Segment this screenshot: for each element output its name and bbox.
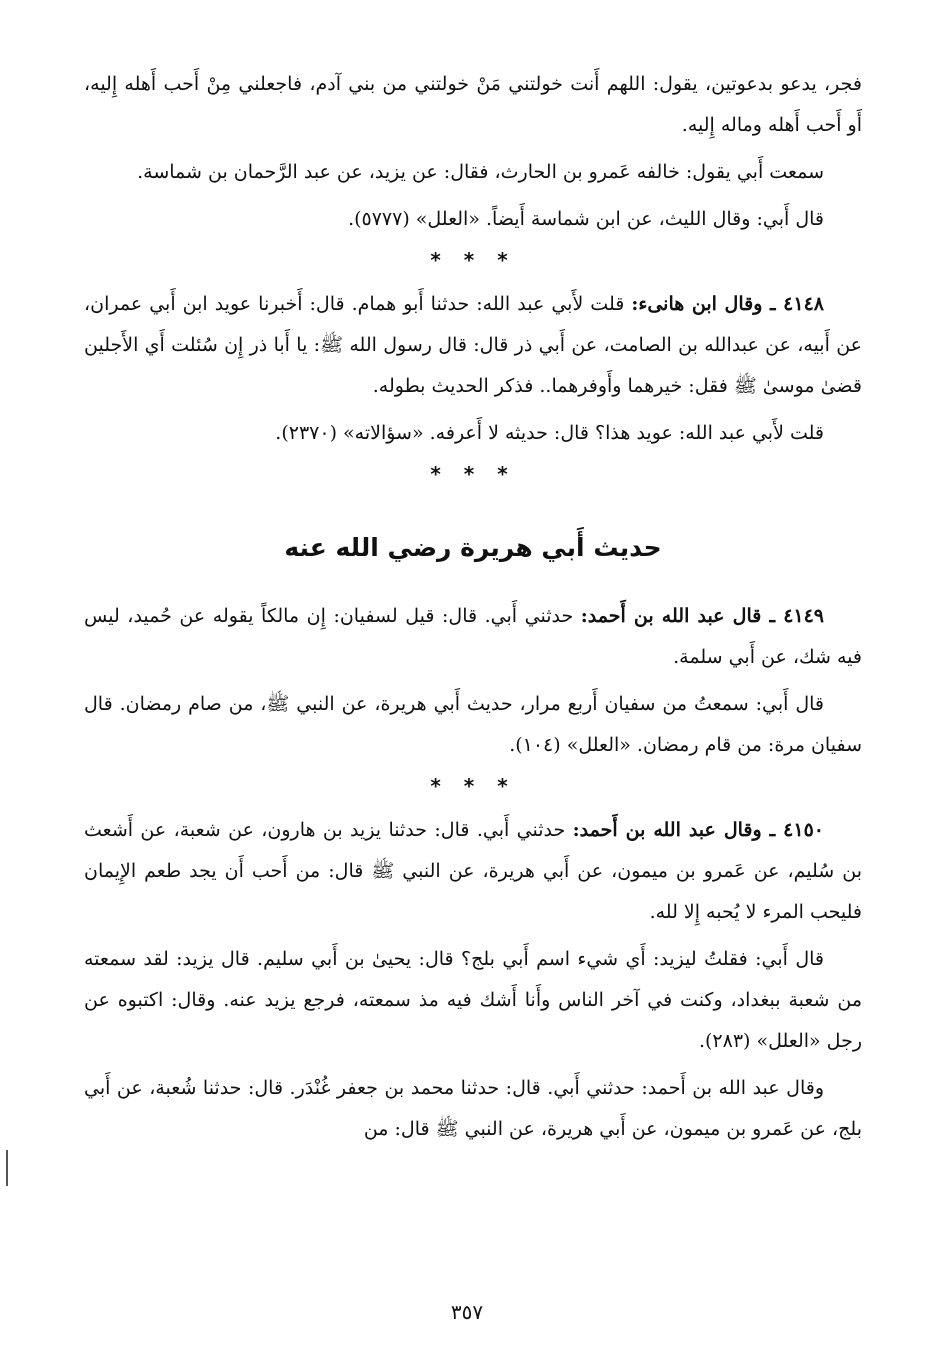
entry-text: قلت لأَبي عبد الله: حدثنا أَبو همام. قال: أَخبرنا عويد ابن أَبي عمران، عن أَبيه، عن عبدالله بن الصامت، عن أَبي ذر قال: قال رسول الله ﷺ: يا أَبا ذر إِن سُئلت أَي الأَجلين قضىٰ موسىٰ ﷺ فقل: خيرهما وأَوفرهما.. فذكر الحديث بطوله. (84, 293, 862, 397)
entry-4150 (84, 810, 862, 933)
paragraph-ghundar (84, 1068, 862, 1150)
section-separator: * * * (430, 462, 516, 486)
section-separator: * * * (430, 774, 516, 798)
section-heading: حديث أَبي هريرة رضي الله عنه (284, 533, 662, 562)
section-separator: * * * (430, 248, 516, 272)
page-number: ٣٥٧ (450, 1300, 484, 1324)
margin-mark (6, 1150, 8, 1186)
entry-text: حدثني أَبي. قال: حدثنا يزيد بن هارون، عن شعبة، عن أَشعث بن سُليم، عن عَمرو بن ميمون، عن أَبي هريرة، عن النبي ﷺ قال: من أَحب أَن يجد طعم الإِيمان فليحب المرء لا يُحبه إِلا لله. (84, 819, 862, 923)
paragraph-text: وقال عبد الله بن أَحمد: حدثني أَبي. قال: حدثنا محمد بن جعفر غُنْدَر. قال: حدثنا شُعبة، عن أَبي بلج، عن عَمرو بن ميمون، عن أَبي هريرة، عن النبي ﷺ قال: من (84, 1077, 862, 1140)
paragraph-text: قال أَبي: فقلتُ ليزيد: أَي شيء اسم أَبي بلج؟ قال: يحيىٰ بن أَبي سليم. قال يزيد: لقد سمعته من شعبة ببغداد، وكنت في آخر الناس وأَنا أَشك فيه مذ سمعته، فرجع يزيد عنه. وقال: اكتبوه عن رجل «العلل» (٢٨٣). (84, 948, 862, 1052)
paragraph-question (84, 413, 862, 454)
paragraph-continuation (84, 64, 862, 146)
entry-4149 (84, 596, 862, 678)
paragraph-text: قال أَبي: سمعتُ من سفيان أَربع مرار، حديث أَبي هريرة، عن النبي ﷺ، من صام رمضان. قال سفيان مرة: من قام رمضان. «العلل» (١٠٤). (84, 693, 862, 756)
entry-text: حدثني أَبي. قال: قيل لسفيان: إِن مالكاً يقوله عن حُميد، ليس فيه شك، عن أَبي سلمة. (84, 605, 862, 668)
entry-number: ٤١٤٨ ـ وقال ابن هانىء: (631, 293, 824, 315)
paragraph-text: فجر، يدعو بدعوتين، يقول: اللهم أَنت خولتني مَنْ خولتني من بني آدم، فاجعلني مِنْ أَحب أَهله إِليه، أَو أَحب أَهله وماله إِليه. (84, 73, 862, 136)
paragraph-text: قلت لأَبي عبد الله: عويد هذا؟ قال: حديثه لا أَعرفه. «سؤالاته» (٢٣٧٠). (275, 422, 824, 444)
entry-number: ٤١٥٠ ـ وقال عبد الله بن أَحمد: (572, 819, 824, 841)
paragraph-yazid (84, 939, 862, 1062)
paragraph-sufyan (84, 684, 862, 766)
paragraph-text: قال أَبي: وقال الليث، عن ابن شماسة أَيضاً. «العلل» (٥٧٧٧). (348, 208, 824, 230)
paragraph-layth (84, 199, 862, 240)
entry-4148 (84, 284, 862, 407)
paragraph-abi-says (84, 152, 862, 193)
paragraph-text: سمعت أَبي يقول: خالفه عَمرو بن الحارث، فقال: عن يزيد، عن عبد الرَّحمان بن شماسة. (137, 161, 824, 183)
page-body (84, 64, 862, 1156)
entry-number: ٤١٤٩ ـ قال عبد الله بن أَحمد: (580, 605, 825, 627)
